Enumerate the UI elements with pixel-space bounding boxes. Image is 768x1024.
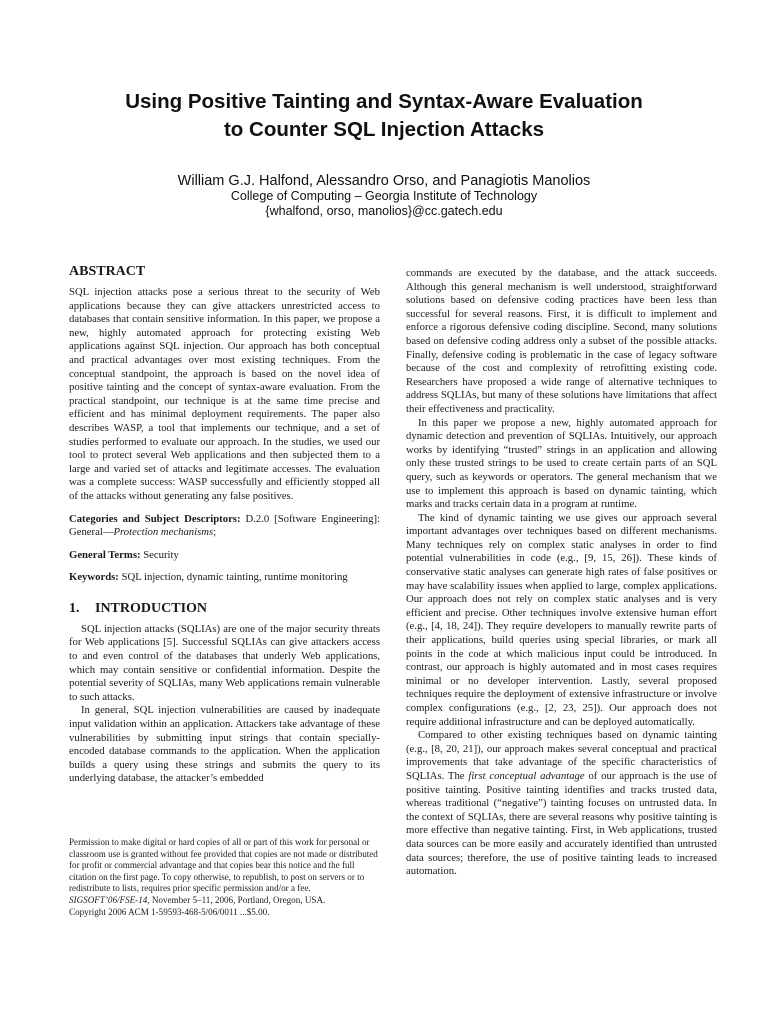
- general-terms-paragraph: [69, 549, 380, 563]
- body-paragraph-3: The kind of dynamic tainting we use gives our approach several important advantages over techniques based on different mechanisms. Many techniques rely on complex static analyses in order to find potential vulnerabilities in code (e.g., [9, 15, 26]). These kinds of conservative static analyses can generate high rates of false positives or may have scalability issues when applied to large, complex applications. Our approach does not rely on complex static analyses and is very efficient and precise. Other techniques involve extensive human effort (e.g., [4, 18, 24]). They require developers to manually rewrite parts of their applications, build queries using special libraries, or mark all points in the code at which malicious input could be introduced. In contrast, our approach is highly automated and in most cases requires minimal or no developer intervention. Lastly, several proposed techniques require the deployment of extensive infrastructure or involve complex configurations (e.g., [2, 23, 25]). Our approach does not require additional infrastructure and can be deployed automatically.: [406, 511, 717, 728]
- categories-italic: Protection mechanisms: [113, 526, 214, 539]
- body-paragraph-2: In this paper we propose a new, highly automated approach for dynamic detection and prevention of SQLIAs. Intuitively, our approach works by identifying “trusted” strings in an application and allowing only these trusted strings to be used to create certain parts of an SQL query, such as keywords or operators. The general mechanism that we use to implement this approach is based on dynamic tainting, which marks and tracks certain data in a program at runtime.: [406, 416, 717, 511]
- title-line-2: to Counter SQL Injection Attacks: [223, 118, 545, 141]
- copyright-line: Copyright 2006 ACM 1-59593-468-5/06/0011 ...$5.00.: [69, 906, 270, 917]
- first-conceptual-advantage: first conceptual advantage: [468, 769, 585, 782]
- title-line-1: Using Positive Tainting and Syntax-Aware Evaluation: [125, 90, 643, 113]
- abstract-heading: ABSTRACT: [69, 264, 146, 279]
- introduction-heading: [69, 601, 380, 617]
- keywords-paragraph: [69, 571, 380, 585]
- venue-line: [69, 895, 380, 907]
- keywords-label: Keywords:: [69, 571, 119, 584]
- categories-label: Categories and Subject Descriptors:: [69, 512, 241, 525]
- categories-tail: ;: [213, 526, 217, 539]
- permission-notice: Permission to make digital or hard copies of all or part of this work for personal or classroom use is granted without fee provided that copies are not made or distributed for profit or commercial advantage and that copies bear this notice and the full citation on the first page. To copy otherwise, to republish, to post on servers or to redistribute to lists, requires prior specific permission and/or a fee.: [69, 837, 378, 894]
- section-title: INTRODUCTION: [95, 600, 208, 616]
- left-column: [69, 264, 380, 786]
- body-paragraph-1: commands are executed by the database, and the attack succeeds. Although this general mechanism is well understood, straightforward solutions based on defensive coding practices have been less than successful for several reasons. First, it is difficult to implement and enforce a rigorous defensive coding discipline. Second, many solutions based on defensive coding address only a subset of the possible attacks. Finally, defensive coding is problematic in the case of legacy software because of the cost and complexity of retrofitting existing code. Researchers have proposed a wide range of alternative techniques to address SQLIAs, but many of these solutions have limitations that affect their effectiveness and practicality.: [406, 267, 717, 415]
- body-paragraph-4-start: Compared to other existing techniques based on dynamic tainting (e.g., [8, 20, 21]), our approach makes several conceptual and practical improvements that take advantage of the specific characteristics of SQLIAs. The: [406, 729, 717, 782]
- abstract-text: SQL injection attacks pose a serious threat to the security of Web applications because they can give attackers unrestricted access to databases that contain sensitive information. In this paper, we propose a new, highly automated approach for protecting existing Web applications against SQL injection. Our approach has both conceptual and practical advantages over most existing techniques. From the conceptual standpoint, the approach is based on the novel idea of positive tainting and the concept of syntax-aware evaluation. From the practical standpoint, our technique is at the same time precise and efficient and has minimal deployment requirements. The paper also describes WASP, a tool that implements our technique, and a set of studies performed to evaluate our approach. In the studies, we used our tool to protect several Web applications and then subjected them to a large and varied set of attacks and legitimate accesses. The evaluation was a complete success: WASP successfully and efficiently stopped all of the attacks without generating any false positives.: [69, 286, 380, 502]
- author-list: William G.J. Halfond, Alessandro Orso, and Panagiotis Manolios: [177, 173, 591, 189]
- categories-paragraph: [69, 513, 380, 540]
- intro-paragraph-1: SQL injection attacks (SQLIAs) are one of the major security threats for Web applications [5]. Successful SQLIAs can give attackers access to and even control of the databases that underly Web applications, which may contain sensitive or confidential information. Despite the potential severity of SQLIAs, many Web applications remain vulnerable to such attacks.: [69, 622, 380, 703]
- intro-paragraph-2: In general, SQL injection vulnerabilities are caused by inadequate input validation within an application. Attackers take advantage of these vulnerabilities by submitting input strings that contain specially-encoded database commands to the application. When the application builds a query using these strings and submits the query to its underlying database, the attacker’s embedded: [69, 704, 380, 785]
- copyright-footnote: [69, 837, 380, 918]
- paper-title: [0, 88, 768, 144]
- keywords-text: SQL injection, dynamic tainting, runtime monitoring: [118, 571, 348, 584]
- general-terms-label: General Terms:: [69, 548, 141, 561]
- categories-text: D.2.0 [Software Engineering]: General—: [69, 512, 380, 539]
- section-number: 1.: [69, 600, 80, 616]
- venue-details: November 5–11, 2006, Portland, Oregon, USA.: [149, 894, 326, 905]
- email-address: {whalfond, orso, manolios}@cc.gatech.edu: [265, 204, 503, 218]
- venue-name: SIGSOFT’06/FSE-14,: [69, 894, 150, 905]
- general-terms-text: Security: [140, 548, 179, 561]
- body-paragraph-4: [406, 729, 717, 879]
- right-column: [406, 267, 717, 879]
- affiliation: College of Computing – Georgia Institute of Technology: [230, 189, 538, 203]
- body-paragraph-4-rest: of our approach is the use of positive tainting. Positive tainting identifies and tracks trusted data, whereas traditional (“negative”) tainting focuses on untrusted data. In the context of SQLIAs, there are several reasons why positive tainting is more effective than negative tainting. First, in Web applications, trusted data sources can be more easily and accurately identified than untrusted data sources; therefore, the use of positive tainting leads to increased automation.: [406, 769, 717, 878]
